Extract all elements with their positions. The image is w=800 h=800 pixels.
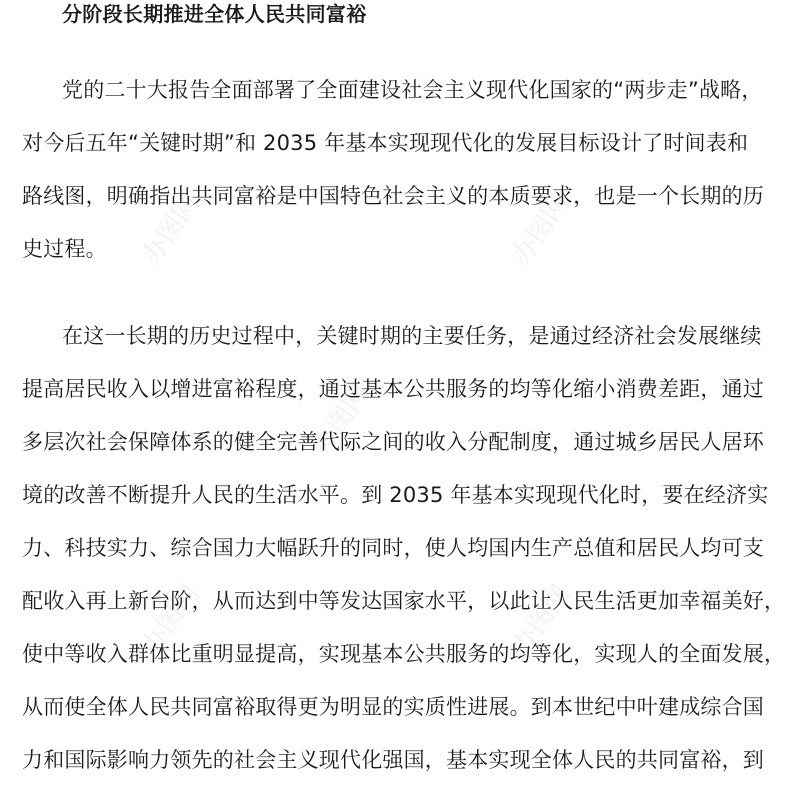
watermark-2: 办图网 [506, 189, 576, 271]
paragraph-1-line-4: 史过程。 [22, 237, 107, 261]
paragraph-2-line-3: 多层次社会保障体系的健全完善代际之间的收入分配制度，通过城乡居民人居环 [22, 430, 764, 454]
paragraph-1-line-2: 对今后五年“关键时期”和 2035 年基本实现现代化的发展目标设计了时间表和 [22, 131, 749, 155]
paragraph-2-line-1: 在这一长期的历史过程中，关键时期的主要任务，是通过经济社会发展继续 [62, 324, 762, 348]
paragraph-2-line-8: 从而使全体人民共同富裕取得更为明显的实质性进展。到本世纪中叶建成综合国 [22, 695, 764, 719]
watermark-1: 办图网 [136, 189, 206, 271]
watermark-3: 办图网 [306, 379, 376, 461]
paragraph-2-line-9: 力和国际影响力领先的社会主义现代化强国，基本实现全体人民的共同富裕，到 [22, 748, 764, 772]
watermark-5: 办图网 [506, 579, 576, 661]
document-title: 分阶段长期推进全体人民共同富裕 [62, 2, 367, 26]
paragraph-2-line-5: 力、科技实力、综合国力大幅跃升的同时，使人均国内生产总值和居民人均可支 [22, 536, 764, 560]
watermark-4: 办图网 [136, 579, 206, 661]
paragraph-2-line-2: 提高居民收入以增进富裕程度，通过基本公共服务的均等化缩小消费差距，通过 [22, 377, 764, 401]
paragraph-2-line-7: 使中等收入群体比重明显提高，实现基本公共服务的均等化，实现人的全面发展， [22, 642, 786, 666]
paragraph-2-line-4: 境的改善不断提升人民的生活水平。到 2035 年基本实现现代化时，要在经济实 [22, 483, 769, 507]
paragraph-1-line-3: 路线图，明确指出共同富裕是中国特色社会主义的本质要求，也是一个长期的历 [22, 184, 764, 208]
paragraph-2-line-6: 配收入再上新台阶，从而达到中等发达国家水平，以此让人民生活更加幸福美好， [22, 589, 786, 613]
paragraph-1-line-1: 党的二十大报告全面部署了全面建设社会主义现代化国家的“两步走”战略， [62, 78, 763, 102]
